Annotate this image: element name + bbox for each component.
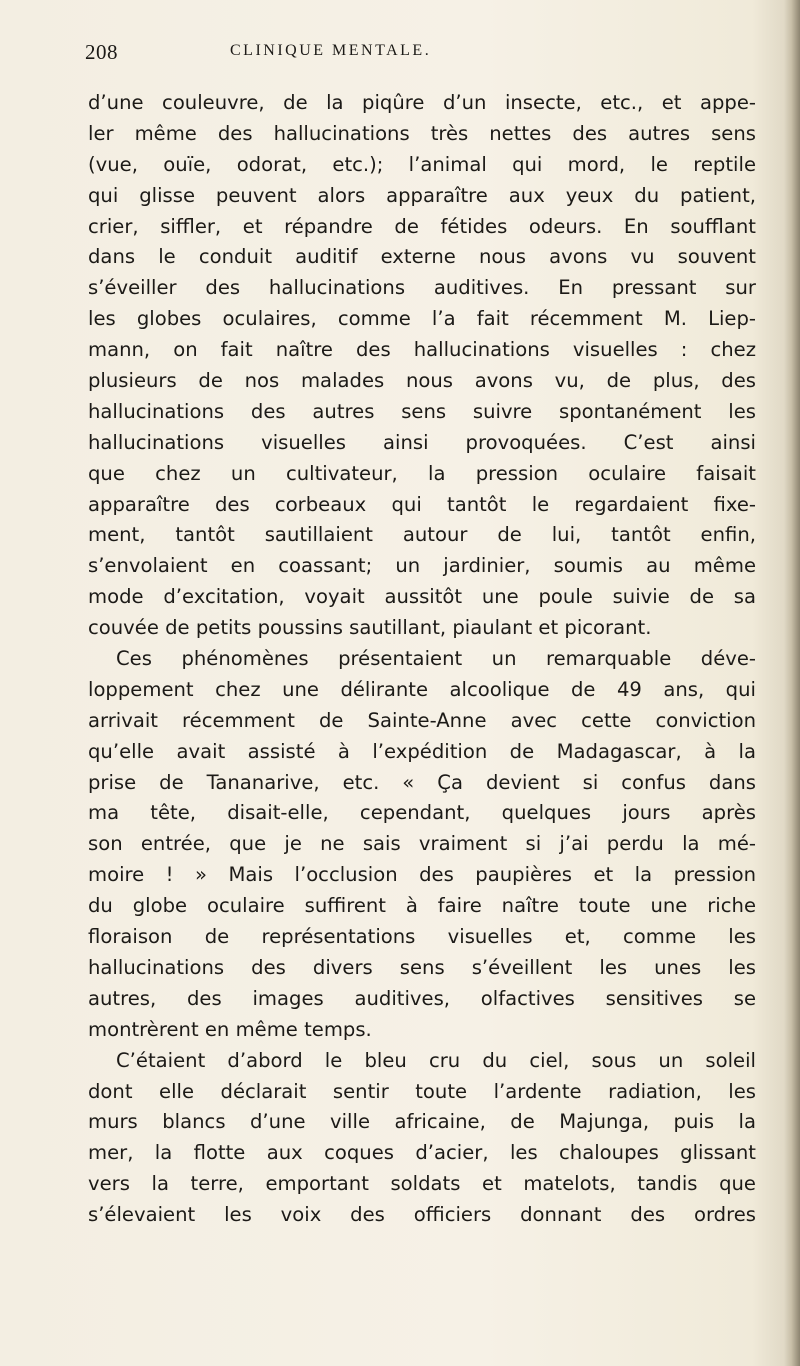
text-line: s’éveiller des hallucinations auditives. En pressant sur xyxy=(88,276,756,300)
text-line: hallucinations visuelles ainsi provoquées. C’est ainsi xyxy=(88,430,756,454)
text-line: apparaître des corbeaux qui tantôt le regardaient fixe- xyxy=(88,492,756,516)
text-line: vers la terre, emportant soldats et matelots, tandis que xyxy=(88,1172,756,1196)
text-line: que chez un cultivateur, la pression oculaire faisait xyxy=(88,461,756,485)
text-line: hallucinations des autres sens suivre spontanément les xyxy=(88,399,756,423)
text-line: les globes oculaires, comme l’a fait récemment M. Liep- xyxy=(88,307,756,331)
text-line: qui glisse peuvent alors apparaître aux yeux du patient, xyxy=(88,183,756,207)
text-line: loppement chez une délirante alcoolique de 49 ans, qui xyxy=(88,677,756,701)
text-line: moire ! » Mais l’occlusion des paupières et la pression xyxy=(88,863,756,887)
text-line: murs blancs d’une ville africaine, de Majunga, puis la xyxy=(88,1110,756,1134)
page-number: 208 xyxy=(85,40,118,64)
text-line: C’étaient d’abord le bleu cru du ciel, sous un soleil xyxy=(116,1048,756,1072)
running-head: CLINIQUE MENTALE. xyxy=(230,42,432,59)
text-line: autres, des images auditives, olfactives sensitives se xyxy=(88,986,756,1010)
text-line: ma tête, disait-elle, cependant, quelques jours après xyxy=(88,801,756,825)
text-line: floraison de représentations visuelles et, comme les xyxy=(88,925,756,949)
text-line: son entrée, que je ne sais vraiment si j’ai perdu la mé- xyxy=(88,832,756,856)
text-line: du globe oculaire suffirent à faire naître toute une riche xyxy=(88,894,756,918)
body-text xyxy=(88,88,756,1231)
text-line: s’envolaient en coassant; un jardinier, soumis au même xyxy=(88,554,756,578)
text-line: mann, on fait naître des hallucinations visuelles : chez xyxy=(88,338,756,362)
text-line: arrivait récemment de Sainte-Anne avec cette conviction xyxy=(88,708,756,732)
text-line: d’une couleuvre, de la piqûre d’un insecte, etc., et appe- xyxy=(88,91,756,114)
text-line: plusieurs de nos malades nous avons vu, de plus, des xyxy=(88,369,756,393)
text-line: (vue, ouïe, odorat, etc.); l’animal qui mord, le reptile xyxy=(88,152,756,176)
text-line: dont elle déclarait sentir toute l’ardente radiation, les xyxy=(88,1079,756,1103)
text-line: hallucinations des divers sens s’éveillent les unes les xyxy=(88,955,756,979)
text-line: crier, siffler, et répandre de fétides odeurs. En soufflant xyxy=(88,214,756,238)
text-line: s’élevaient les voix des officiers donnant des ordres xyxy=(88,1203,756,1227)
text-line: dans le conduit auditif externe nous avons vu souvent xyxy=(88,245,756,269)
text-line: mer, la flotte aux coques d’acier, les chaloupes glissant xyxy=(88,1141,756,1165)
text-line: ment, tantôt sautillaient autour de lui, tantôt enfin, xyxy=(88,523,756,547)
text-line: Ces phénomènes présentaient un remarquable déve- xyxy=(116,647,756,671)
page-header xyxy=(85,40,745,70)
text-line: prise de Tananarive, etc. « Ça devient si confus dans xyxy=(88,770,756,794)
text-line: couvée de petits poussins sautillant, piaulant et picorant. xyxy=(88,616,652,640)
text-line: qu’elle avait assisté à l’expédition de Madagascar, à la xyxy=(88,739,756,763)
text-line: mode d’excitation, voyait aussitôt une poule suivie de sa xyxy=(88,585,756,609)
page-edge-shadow xyxy=(784,0,800,1366)
text-line: montrèrent en même temps. xyxy=(88,1017,372,1041)
text-line: ler même des hallucinations très nettes des autres sens xyxy=(88,121,756,145)
